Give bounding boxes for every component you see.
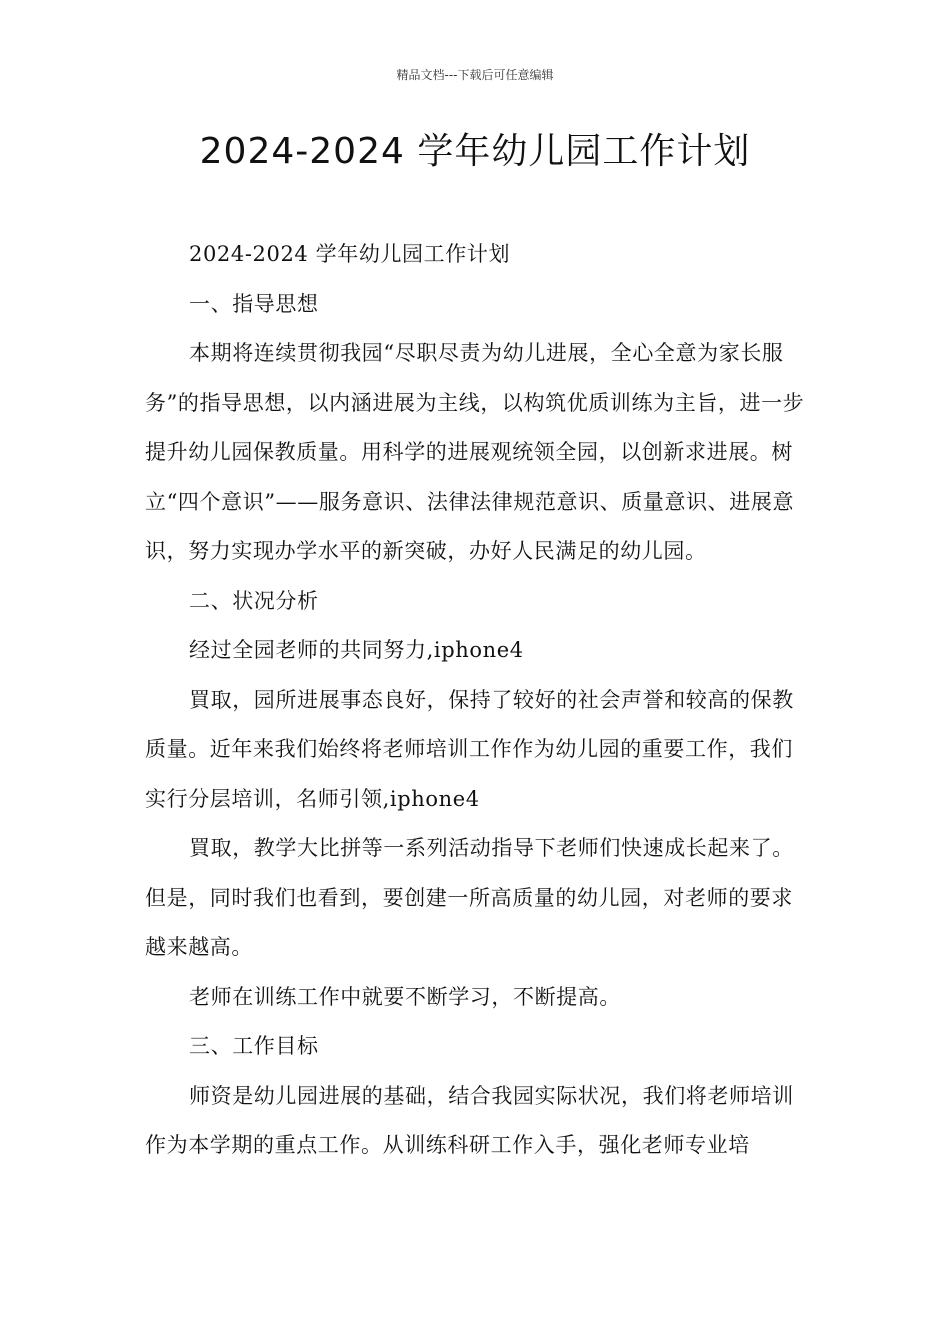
- paragraph-guiding-thought: 本期将连续贯彻我园“尽职尽责为幼儿进展，全心全意为家长服务”的指导思想，以内涵进展为主线，以构筑优质训练为主旨，进一步提升幼儿园保教质量。用科学的进展观统领全园，以创新求进展。树立“四个意识”——服务意识、法律法律规范意识、质量意识、进展意识，努力实现办学水平的新突破，办好人民满足的幼儿园。: [145, 341, 805, 563]
- document-body: [145, 230, 813, 1171]
- paragraph-situation-3: 買取，教学大比拼等一系列活动指导下老师们快速成长起来了。但是，同时我们也看到，要创建一所高质量的幼儿园，对老师的要求越来越高。: [145, 836, 794, 959]
- section-heading-work-goals: 三、工作目标: [189, 1034, 319, 1058]
- paragraph-situation-1: 经过全园老师的共同努力,iphone4: [189, 638, 524, 662]
- header-note: 精品文档---下载后可任意编辑: [396, 68, 554, 82]
- section-heading-situation-analysis: 二、状况分析: [189, 588, 319, 613]
- paragraph-work-goals: 师资是幼儿园进展的基础，结合我园实际状况，我们将老师培训作为本学期的重点工作。从训练科研工作入手，强化老师专业培: [145, 1083, 794, 1157]
- paragraph-subtitle: 2024-2024 学年幼儿园工作计划: [189, 242, 511, 266]
- paragraph-situation-4: 老师在训练工作中就要不断学习，不断提高。: [189, 984, 621, 1009]
- paragraph-situation-2: 買取，园所进展事态良好，保持了较好的社会声誉和较高的保教质量。近年来我们始终将老师培训工作作为幼儿园的重要工作，我们实行分层培训，名师引领,iphone4: [145, 687, 794, 811]
- document-title: 2024-2024 学年幼儿园工作计划: [199, 131, 751, 172]
- section-heading-guiding-thought: 一、指导思想: [189, 291, 319, 316]
